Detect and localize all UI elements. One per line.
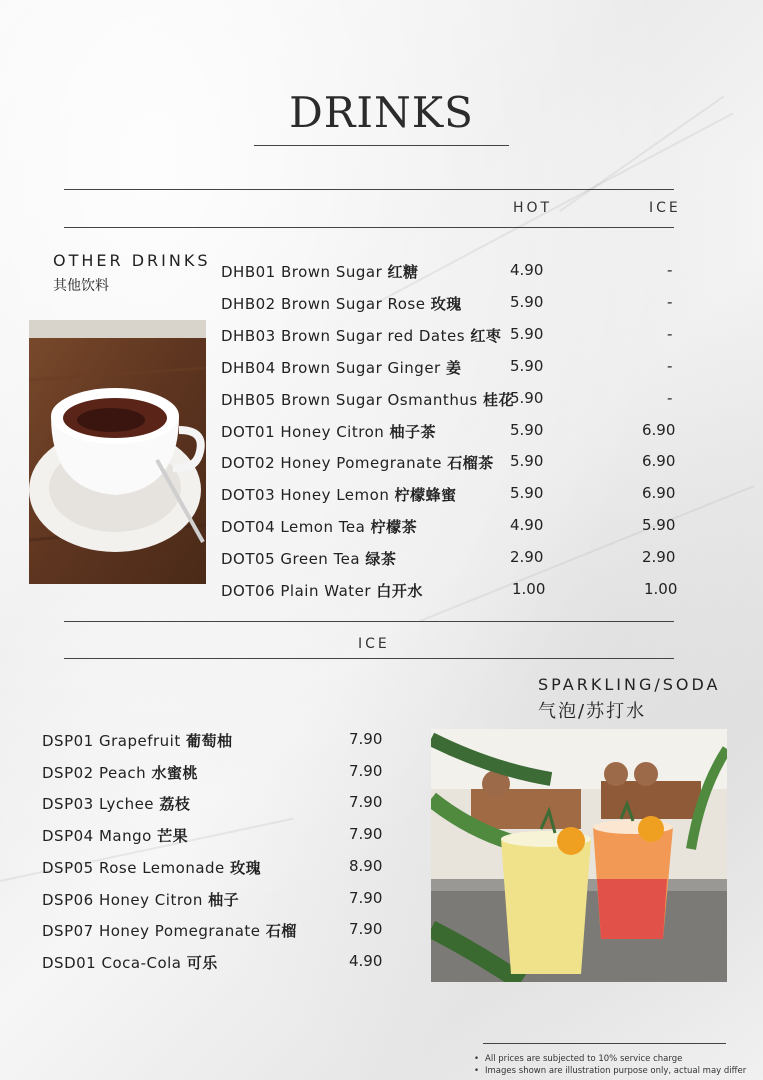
menu-item-name: DSP01 Grapefruit 葡萄柚 bbox=[42, 732, 233, 750]
menu-item-name: DHB02 Brown Sugar Rose 玫瑰 bbox=[221, 295, 462, 313]
notes-rule bbox=[483, 1043, 726, 1044]
menu-item-hot-price: 5.90 bbox=[510, 421, 544, 439]
marble-vein bbox=[420, 485, 755, 622]
menu-item-price: 7.90 bbox=[349, 793, 383, 811]
menu-item-ice-price: 5.90 bbox=[642, 516, 676, 534]
menu-item-ice-price: - bbox=[667, 325, 673, 343]
menu-item-name: DSP05 Rose Lemonade 玫瑰 bbox=[42, 859, 262, 877]
menu-item-name: DHB04 Brown Sugar Ginger 姜 bbox=[221, 359, 462, 377]
column-header-ice: ICE bbox=[649, 200, 681, 216]
sparkling-header-rule bbox=[64, 658, 674, 659]
menu-item-name: DSP07 Honey Pomegranate 石榴 bbox=[42, 922, 297, 940]
menu-item-hot-price: 5.90 bbox=[510, 293, 544, 311]
menu-item-price: 7.90 bbox=[349, 920, 383, 938]
sparkling-top-rule bbox=[64, 621, 674, 622]
menu-item-hot-price: 5.90 bbox=[510, 389, 544, 407]
menu-item-name: DHB05 Brown Sugar Osmanthus 桂花 bbox=[221, 391, 514, 409]
menu-item-ice-price: 6.90 bbox=[642, 452, 676, 470]
table-header-rule bbox=[64, 227, 674, 228]
menu-item-name: DSP04 Mango 芒果 bbox=[42, 827, 189, 845]
menu-item-hot-price: 5.90 bbox=[510, 357, 544, 375]
menu-item-price: 7.90 bbox=[349, 762, 383, 780]
menu-item-name: DSD01 Coca-Cola 可乐 bbox=[42, 954, 218, 972]
menu-item-name: DOT01 Honey Citron 柚子茶 bbox=[221, 423, 437, 441]
menu-item-ice-price: - bbox=[667, 293, 673, 311]
menu-item-name: DOT04 Lemon Tea 柠檬茶 bbox=[221, 518, 418, 536]
menu-item-ice-price: - bbox=[667, 389, 673, 407]
menu-item-hot-price: 2.90 bbox=[510, 548, 544, 566]
menu-item-name: DSP02 Peach 水蜜桃 bbox=[42, 764, 198, 782]
menu-item-ice-price: 2.90 bbox=[642, 548, 676, 566]
menu-item-hot-price: 5.90 bbox=[510, 325, 544, 343]
table-top-rule bbox=[64, 189, 674, 190]
menu-item-hot-price: 4.90 bbox=[510, 261, 544, 279]
page-title: DRINKS bbox=[289, 88, 474, 137]
section-subtitle-sparkling: 气泡/苏打水 bbox=[538, 701, 647, 722]
menu-item-name: DHB01 Brown Sugar 红糖 bbox=[221, 263, 419, 281]
menu-item-ice-price: 6.90 bbox=[642, 421, 676, 439]
service-charge-note: • All prices are subjected to 10% service charge bbox=[474, 1054, 682, 1064]
column-header-ice-sparkling: ICE bbox=[358, 636, 390, 652]
menu-item-ice-price: 1.00 bbox=[644, 580, 678, 598]
menu-item-price: 7.90 bbox=[349, 889, 383, 907]
menu-item-price: 7.90 bbox=[349, 825, 383, 843]
sparkling-drinks-photo bbox=[431, 729, 727, 982]
menu-item-name: DSP03 Lychee 荔枝 bbox=[42, 795, 191, 813]
menu-item-name: DHB03 Brown Sugar red Dates 红枣 bbox=[221, 327, 502, 345]
menu-item-price: 8.90 bbox=[349, 857, 383, 875]
section-title-other-drinks: OTHER DRINKS bbox=[53, 251, 211, 270]
menu-item-hot-price: 4.90 bbox=[510, 516, 544, 534]
menu-item-hot-price: 1.00 bbox=[512, 580, 546, 598]
menu-item-hot-price: 5.90 bbox=[510, 484, 544, 502]
section-title-sparkling: SPARKLING/SODA bbox=[538, 675, 721, 694]
menu-item-ice-price: 6.90 bbox=[642, 484, 676, 502]
menu-item-name: DOT02 Honey Pomegranate 石榴茶 bbox=[221, 454, 494, 472]
menu-item-name: DOT05 Green Tea 绿茶 bbox=[221, 550, 397, 568]
title-underline bbox=[254, 145, 509, 146]
illustration-note: • Images shown are illustration purpose only, actual may differ bbox=[474, 1066, 746, 1076]
brown-sugar-tea-photo bbox=[29, 320, 206, 584]
menu-item-name: DOT06 Plain Water 白开水 bbox=[221, 582, 423, 600]
menu-item-hot-price: 5.90 bbox=[510, 452, 544, 470]
menu-item-price: 4.90 bbox=[349, 952, 383, 970]
section-subtitle-other-drinks: 其他饮料 bbox=[53, 278, 109, 294]
column-header-hot: HOT bbox=[513, 200, 553, 216]
menu-item-ice-price: - bbox=[667, 261, 673, 279]
menu-item-price: 7.90 bbox=[349, 730, 383, 748]
menu-item-name: DOT03 Honey Lemon 柠檬蜂蜜 bbox=[221, 486, 457, 504]
menu-item-ice-price: - bbox=[667, 357, 673, 375]
menu-item-name: DSP06 Honey Citron 柚子 bbox=[42, 891, 240, 909]
